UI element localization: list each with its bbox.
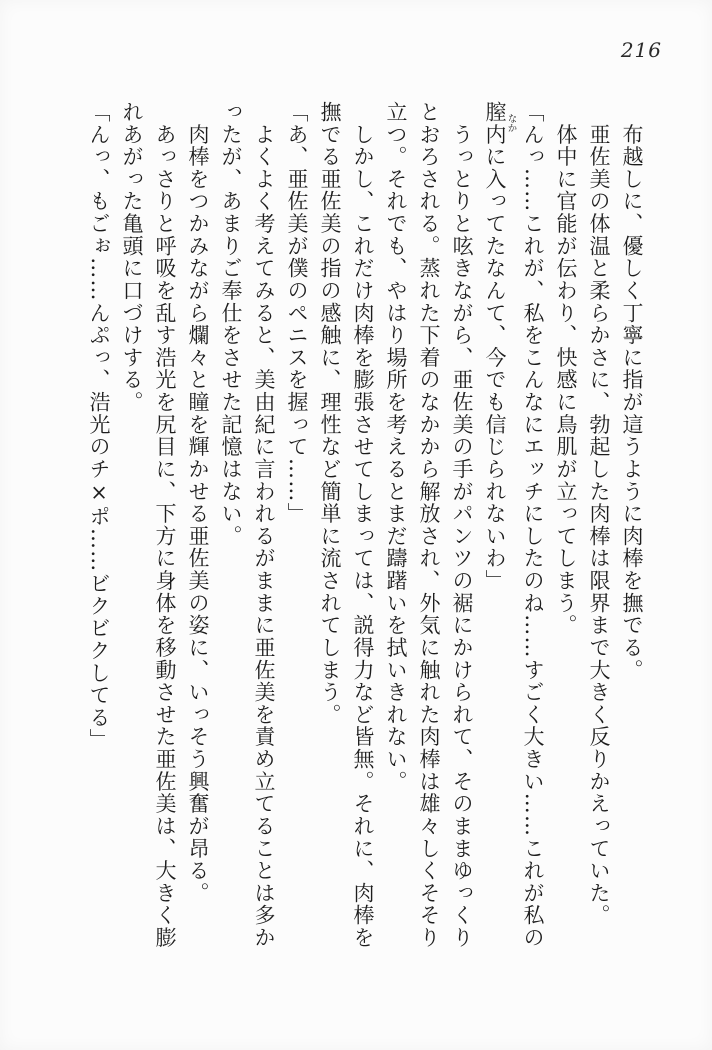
paragraph <box>82 101 115 973</box>
text-column: あっさりと呼吸を乱す浩光を尻目に、下方に身体を移動させた亜佐美は、大きく膨 <box>153 123 177 949</box>
text-column: とおろされる。蒸れた下着のなかから解放され、外気に触れた肉棒は雄々しくそそり <box>417 101 441 949</box>
text-column: よくよく考えてみると、美由紀に言われるがままに亜佐美を責め立てることは多か <box>252 123 276 949</box>
page-number: 216 <box>620 38 662 62</box>
text-column: 布越しに、優しく丁寧に指が這うように肉棒を撫でる。 <box>620 123 644 682</box>
paragraph <box>280 101 313 973</box>
paragraph <box>582 101 615 973</box>
text-column: 亜佐美の体温と柔らかさに、勃起した肉棒は限界まで大きく反りかえっていた。 <box>587 123 611 927</box>
page-text <box>82 101 648 973</box>
paragraph <box>115 101 181 973</box>
text-column: 体中に官能が伝わり、快感に鳥肌が立ってしまう。 <box>554 123 578 637</box>
text-column: ったが、あまりご奉仕をさせた記憶はない。 <box>219 101 243 548</box>
paragraph <box>549 101 582 973</box>
text-column: 膣内なかに入ってたなんて、今でも信じられないわ」 <box>483 101 517 592</box>
paragraph <box>181 101 214 973</box>
text-column: 「んっ、もごぉ……んぷっ、浩光のチ×ポ……ビクビクしてる」 <box>87 101 111 752</box>
text-column: 肉棒をつかみながら爛々と瞳を輝かせる亜佐美の姿に、いっそう興奮が昂る。 <box>186 123 210 905</box>
furigana-ruby: 膣内なか <box>483 101 517 146</box>
text-column: 「あ、亜佐美が僕のペニスを握って……」 <box>285 101 309 525</box>
paragraph <box>478 101 549 973</box>
paragraph <box>615 101 648 973</box>
paragraph <box>313 101 379 973</box>
text-column: しかし、これだけ肉棒を膨張させてしまっては、説得力など皆無。それに、肉棒を <box>351 123 375 949</box>
paragraph <box>214 101 280 973</box>
text-column: れあがった亀頭に口づけする。 <box>120 101 144 414</box>
text-column: うっとりと呟きながら、亜佐美の手がパンツの裾にかけられて、そのままゆっくり <box>450 123 474 949</box>
paragraph <box>379 101 478 973</box>
text-column: 「んっ……これが、私をこんなにエッチにしたのね……すごく大きい……これが私の <box>521 101 545 949</box>
text-column: 立つ。それでも、やはり場所を考えるとまだ躊躇いを拭いきれない。 <box>384 101 408 793</box>
text-column: 撫でる亜佐美の指の感触に、理性など簡単に流されてしまう。 <box>318 101 342 726</box>
